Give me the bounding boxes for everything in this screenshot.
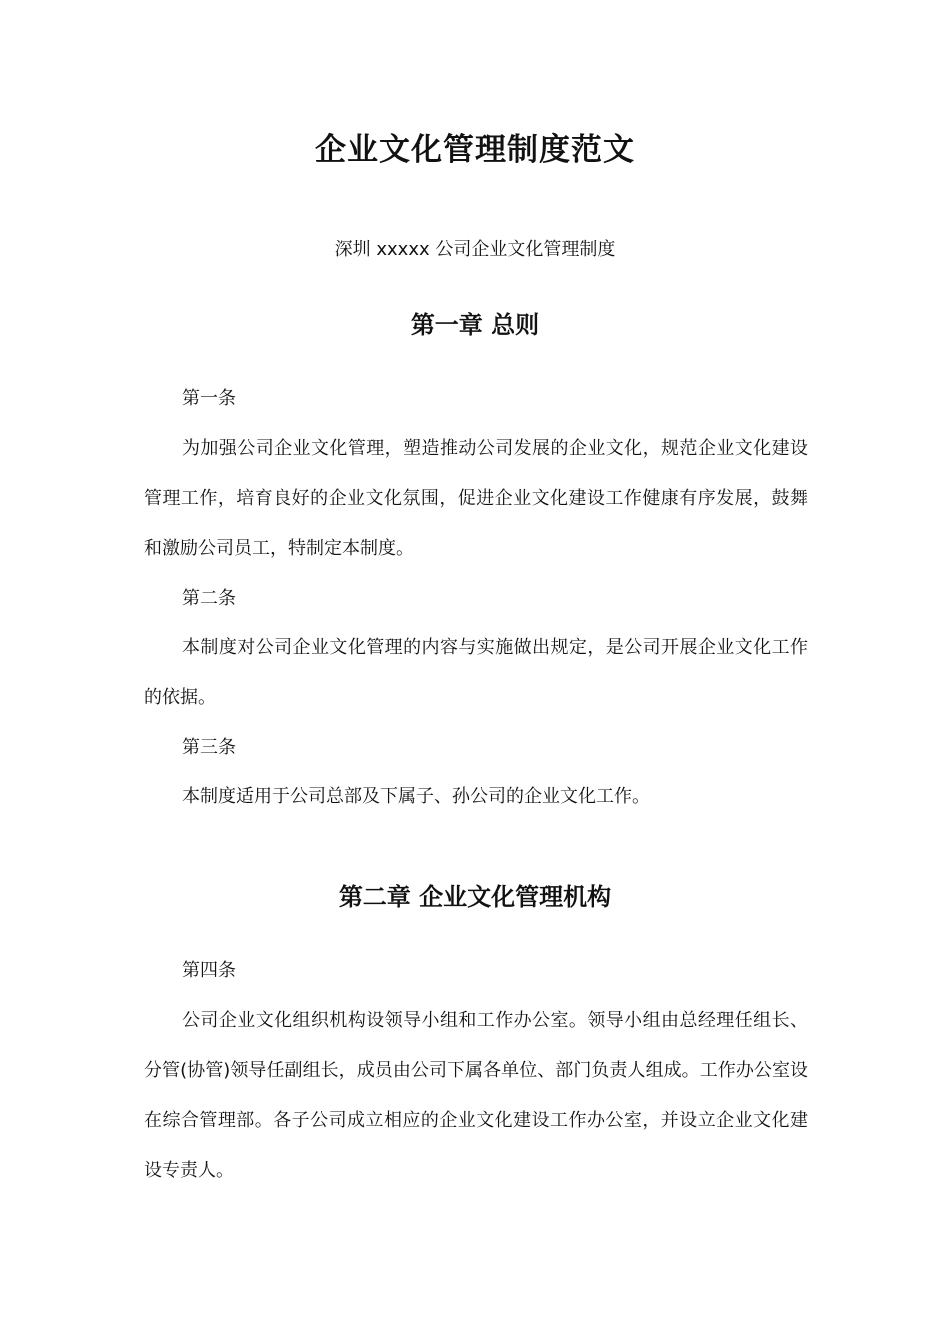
article-2-text: 本制度对公司企业文化管理的内容与实施做出规定，是公司开展企业文化工作的依据。 bbox=[144, 637, 808, 708]
article-4-label: 第四条 bbox=[182, 960, 236, 981]
article-3-text: 本制度适用于公司总部及下属子、孙公司的企业文化工作。 bbox=[182, 786, 650, 807]
article-3-label: 第三条 bbox=[182, 737, 236, 758]
chapter-1-heading: 第一章 总则 bbox=[410, 311, 540, 339]
article-1-label: 第一条 bbox=[182, 388, 236, 409]
article-1-text: 为加强公司企业文化管理，塑造推动公司发展的企业文化，规范企业文化建设管理工作，培育良好的企业文化氛围，促进企业文化建设工作健康有序发展，鼓舞和激励公司员工，特制定本制度。 bbox=[144, 438, 808, 559]
document-subtitle: 深圳 xxxxx 公司企业文化管理制度 bbox=[334, 239, 616, 260]
document-title: 企业文化管理制度范文 bbox=[315, 132, 635, 168]
article-4-text: 公司企业文化组织机构设领导小组和工作办公室。领导小组由总经理任组长、分管(协管)领导任副组长，成员由公司下属各单位、部门负责人组成。工作办公室设在综合管理部。各子公司成立相应的企业文化建设工作办公室，并设立企业文化建设专责人。 bbox=[144, 1010, 808, 1181]
chapter-2-heading: 第二章 企业文化管理机构 bbox=[338, 883, 612, 911]
article-2-label: 第二条 bbox=[182, 588, 236, 609]
